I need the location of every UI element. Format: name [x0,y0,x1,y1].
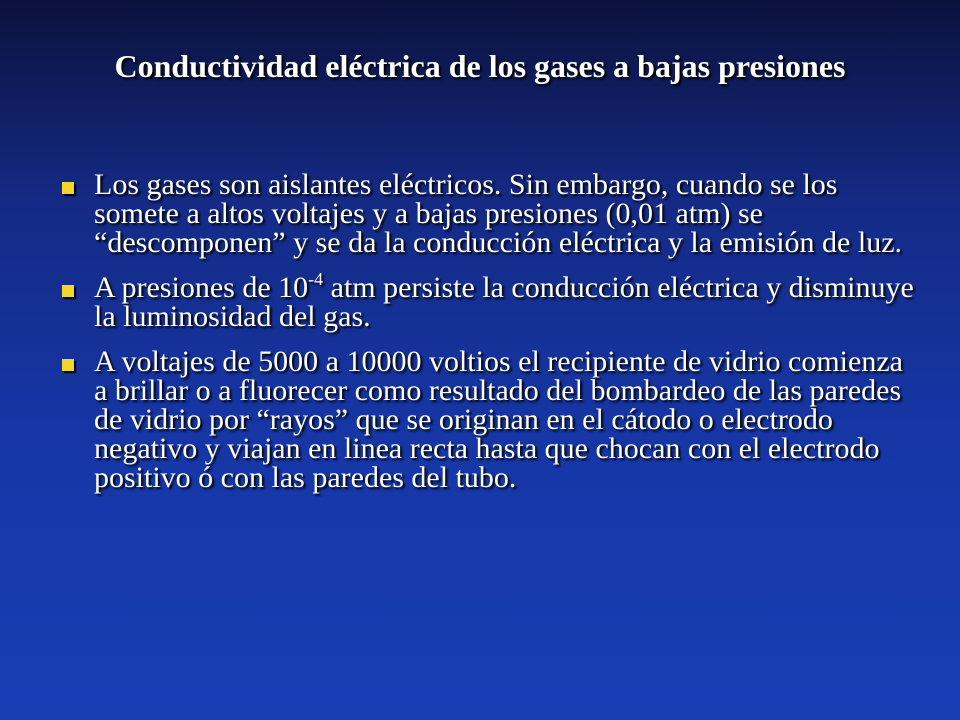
bullet-item [60,170,920,257]
bullet-text: A voltajes de 5000 a 10000 voltios el recipiente de vidrio comienza a brillar o a fluorecer como resultado del bombardeo de las paredes de vidrio por “rayos” que se originan en el cátodo o electrodo negativo y viajan en linea recta hasta que chocan con el electrodo positivo ó con las paredes del tubo. [94,345,903,494]
square-bullet-icon [62,359,74,371]
exponent: -4 [308,269,324,289]
bullet-text-suffix: atm persiste la conducción eléctrica y disminuye la luminosidad del gas. [94,271,914,333]
bullet-text: Los gases son aislantes eléctricos. Sin embargo, cuando se los somete a altos voltajes y a bajas presiones (0,01 atm) se “descomponen” y se da la conducción eléctrica y la emisión de luz. [94,168,903,259]
bullet-item [60,269,920,333]
bullet-text-prefix: A presiones de 10 [94,271,309,304]
bullet-item [60,347,920,492]
bullet-list [60,170,920,508]
square-bullet-icon [62,285,74,297]
slide-title: Conductividad eléctrica de los gases a bajas presiones [114,48,846,84]
square-bullet-icon [62,182,74,194]
